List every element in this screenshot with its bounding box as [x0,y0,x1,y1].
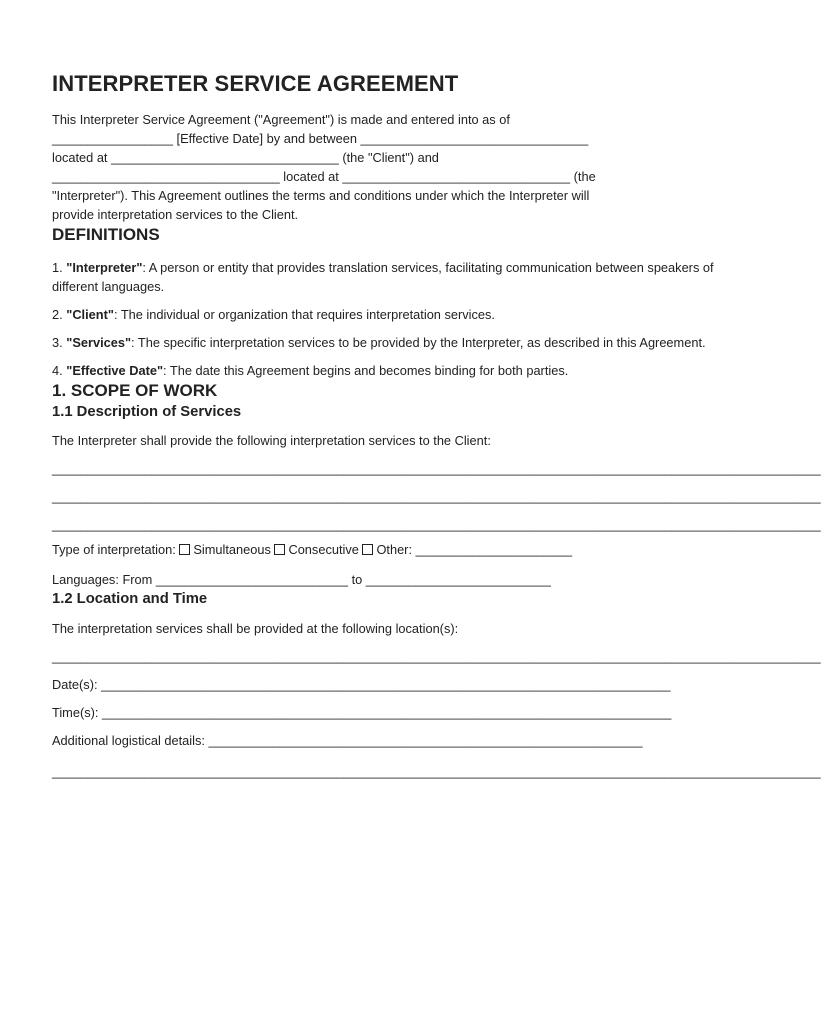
definition-text: : A person or entity that provides translation services, facilitating communication between speakers of different languages. [52,260,714,294]
dates-row [52,675,722,694]
location-text: The interpretation services shall be provided at the following location(s): [52,621,459,636]
definition-term: "Services" [66,335,132,350]
times-row [52,703,722,722]
definition-number: 4. [52,363,63,378]
interpretation-type-label: Type of interpretation: [52,542,176,557]
languages-to-blank[interactable]: __________________________ [365,572,551,587]
interpretation-type-row [52,540,722,559]
definition-term: "Effective Date" [66,363,164,378]
intro-line: provide interpretation services to the Client. [52,207,299,222]
definition-term: "Interpreter" [66,260,143,275]
intro-line: "Interpreter"). This Agreement outlines the terms and conditions under which the Interpreter will [52,188,590,203]
languages-row [52,570,722,589]
other-checkbox[interactable] [362,544,373,555]
languages-from-blank[interactable]: ___________________________ [155,572,349,587]
languages-to-label: to [351,572,363,587]
definition-item [52,361,722,380]
services-blank-line[interactable]: ____________________________________________________________________________________________________________ [52,489,821,504]
location-blank-line[interactable]: ____________________________________________________________________________________________________________ [52,649,821,664]
definition-text: : The specific interpretation services to be provided by the Interpreter, as described in this Agreement. [131,335,706,350]
document-content [52,70,821,781]
logistical-details-row [52,731,722,750]
location-and-time-heading: 1.2 Location and Time [52,591,208,607]
definition-number: 2. [52,307,63,322]
intro-line: ________________________________ located at ________________________________ (the [52,169,596,184]
document-title: INTERPRETER SERVICE AGREEMENT [52,71,459,96]
definition-item [52,305,722,324]
definition-item [52,333,722,352]
simultaneous-label: Simultaneous [193,542,271,557]
consecutive-label: Consecutive [288,542,359,557]
description-of-services-heading: 1.1 Description of Services [52,404,242,420]
logistical-details-blank[interactable]: _____________________________________________________________ [208,733,643,748]
description-text: The Interpreter shall provide the following interpretation services to the Client: [52,433,491,448]
logistical-blank-line[interactable]: ____________________________________________________________________________________________________________ [52,764,821,779]
other-blank[interactable]: ______________________ [415,542,573,557]
definition-number: 1. [52,260,63,275]
intro-line: This Interpreter Service Agreement ("Agreement") is made and entered into as of [52,112,510,127]
simultaneous-checkbox[interactable] [179,544,190,555]
definition-item [52,258,722,296]
logistical-details-label: Additional logistical details: [52,733,205,748]
consecutive-checkbox[interactable] [274,544,285,555]
languages-from-label: Languages: From [52,572,153,587]
definition-number: 3. [52,335,63,350]
services-blank-line[interactable]: ____________________________________________________________________________________________________________ [52,461,821,476]
scope-heading: 1. SCOPE OF WORK [52,381,218,400]
times-label: Time(s): [52,705,99,720]
definitions-heading: DEFINITIONS [52,225,160,244]
dates-label: Date(s): [52,677,98,692]
dates-blank[interactable]: ________________________________________________________________________________ [101,677,671,692]
other-label: Other: [376,542,412,557]
intro-line: _________________ [Effective Date] by and between ________________________________ [52,131,589,146]
definition-term: "Client" [66,307,114,322]
definition-text: : The individual or organization that requires interpretation services. [113,307,495,322]
intro-line: located at ________________________________ (the "Client") and [52,150,439,165]
intro-paragraph [52,110,722,224]
definition-text: : The date this Agreement begins and becomes binding for both parties. [163,363,569,378]
times-blank[interactable]: ________________________________________________________________________________ [102,705,672,720]
services-blank-line[interactable]: ____________________________________________________________________________________________________________ [52,517,821,532]
